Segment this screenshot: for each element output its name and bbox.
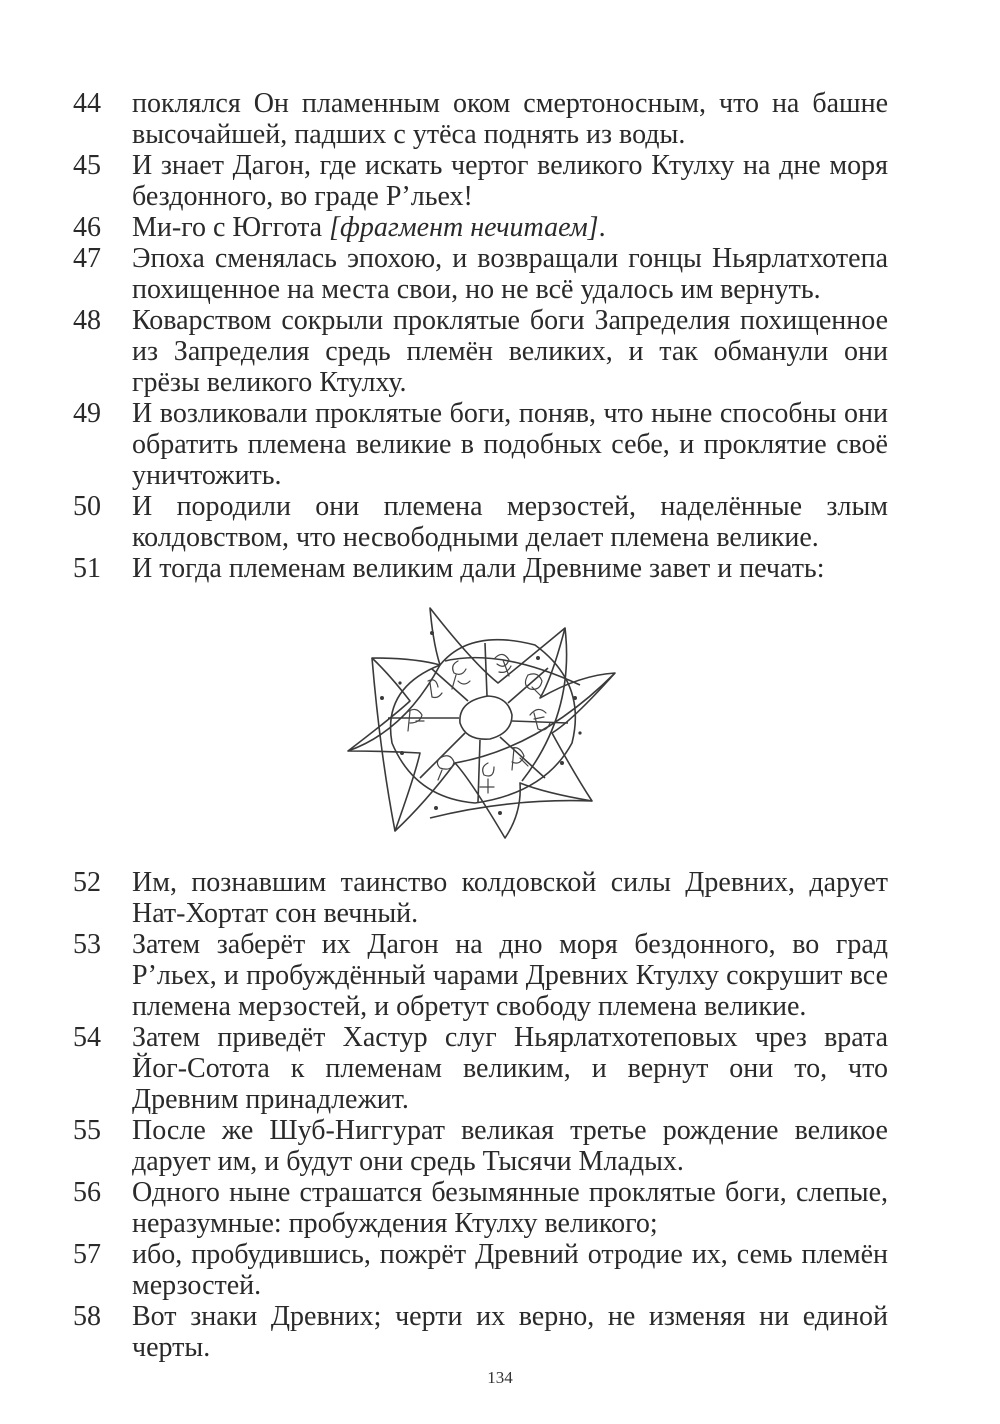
verse-text: Одного ныне страшатся безымянные проклятые боги, слепые, неразумные: пробуждения Ктулху великого; [132,1177,888,1239]
verse-number: 50 [73,491,101,522]
verse [0,150,1000,212]
verse-text: После же Шуб-Ниггурат великая третье рождение великое дарует им, и будут они средь Тысячи Младых. [132,1115,888,1177]
verses-bottom [0,867,1000,1363]
verse-number: 56 [73,1177,101,1208]
verse-number: 51 [73,553,101,584]
verse-text: Затем заберёт их Дагон на дно моря бездонного, во град Р’льех, и пробуждённый чарами Древних Ктулху сокрушит все племена мерзостей, и обретут свободу племена великие. [132,929,888,1022]
verse-text: ибо, пробудившись, пожрёт Древний отродие их, семь племён мерзостей. [132,1239,888,1301]
verse-text [132,212,888,243]
verse-text: Эпоха сменялась эпохою, и возвращали гонцы Ньярлатхотепа похищенное на места свои, но не всё удалось им вернуть. [132,243,888,305]
verse-number: 44 [73,88,101,119]
verse-text-tail: . [598,212,606,243]
elder-seal-figure [340,603,620,841]
elder-seal-icon [340,603,620,841]
verse-text: И знает Дагон, где искать чертог великого Ктулху на дне моря бездонного, во граде Р’льех! [132,150,888,212]
verse-text: И возликовали проклятые боги, поняв, что ныне способны они обратить племена великие в подобных себе, и проклятие своё уничтожить. [132,398,888,491]
verse [0,88,1000,150]
verse-number: 53 [73,929,101,960]
verse-number: 47 [73,243,101,274]
page-number: 134 [487,1368,513,1387]
verse [0,867,1000,929]
verse [0,398,1000,491]
verse-text: Им, познавшим таинство колдовской силы Древних, дарует Нат-Хортат сон вечный. [132,867,888,929]
verse-number: 57 [73,1239,101,1270]
verse [0,305,1000,398]
verse-text-italic: [фрагмент нечитаем] [329,212,599,243]
verse [0,1022,1000,1115]
verse-text: Коварством сокрыли проклятые боги Запределия похищенное из Запределия средь племён великих, и так обманули они грёзы великого Ктулху. [132,305,888,398]
verse-number: 46 [73,212,101,243]
verse-text: Вот знаки Древних; черти их верно, не изменяя ни единой черты. [132,1301,888,1363]
verse-text: И породили они племена мерзостей, наделённые злым колдовством, что несвободными делает племена великие. [132,491,888,553]
verse [0,553,1000,584]
verse [0,1177,1000,1239]
verse [0,212,1000,243]
verse-number: 48 [73,305,101,336]
verse-number: 52 [73,867,101,898]
verse-text-plain: Ми-го с Юггота [132,212,323,243]
verse [0,1301,1000,1363]
verses-top [0,88,1000,584]
verse-text: Затем приведёт Хастур слуг Ньярлатхотеповых чрез врата Йог-Сотота к племенам великим, и вернут они то, что Древним принадлежит. [132,1022,888,1115]
verse [0,491,1000,553]
verse-number: 45 [73,150,101,181]
verse [0,243,1000,305]
verse [0,1115,1000,1177]
verse-number: 54 [73,1022,101,1053]
verse [0,929,1000,1022]
verse-number: 55 [73,1115,101,1146]
verse-number: 49 [73,398,101,429]
verse [0,1239,1000,1301]
verse-text: поклялся Он пламенным оком смертоносным, что на башне высочайшей, падших с утёса поднять из воды. [132,88,888,150]
verse-text: И тогда племенам великим дали Древниме завет и печать: [132,553,825,584]
verse-number: 58 [73,1301,101,1332]
